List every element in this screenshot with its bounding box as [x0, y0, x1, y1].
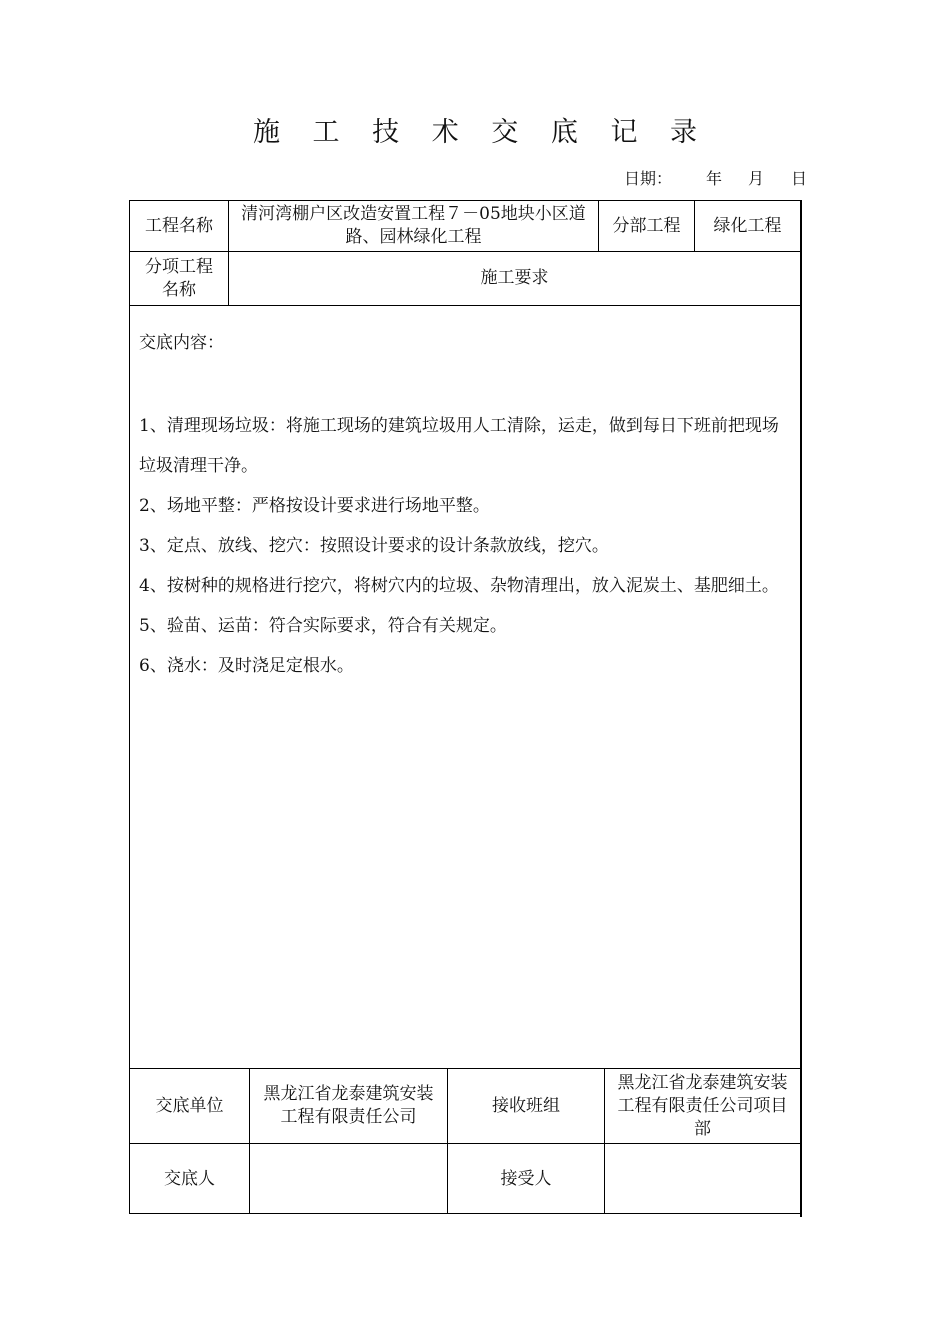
content-item: 3、定点、放线、挖穴：按照设计要求的设计条款放线，挖穴。: [139, 536, 609, 556]
disclosure-content: [139, 330, 795, 686]
content-item: 2、场地平整：严格按设计要求进行场地平整。: [139, 496, 490, 516]
content-item: 6、浇水：及时浇足定根水。: [139, 656, 354, 676]
project-name-value: 清河湾棚户区改造安置工程７－05地块小区道路、园林绿化工程: [241, 204, 586, 247]
division-label: 分部工程: [612, 215, 681, 236]
row-divider: [129, 305, 801, 306]
subdivision-label: 分项工程名称: [145, 256, 213, 300]
table-frame-shadow: [800, 200, 802, 1217]
content-heading: 交底内容：: [139, 333, 224, 353]
division-value: 绿化工程: [713, 215, 782, 236]
receiving-team-value: 黑龙江省龙泰建筑安装工程有限责任公司项目部: [617, 1072, 788, 1139]
issuer-unit-label: 交底单位: [155, 1095, 224, 1116]
date-month: 月: [748, 169, 765, 188]
issuer-unit-value: 黑龙江省龙泰建筑安装工程有限责任公司: [263, 1084, 434, 1127]
document-title: 施 工 技 术 交 底 记 录: [252, 117, 710, 148]
content-item: 1、清理现场垃圾：将施工现场的建筑垃圾用人工清除，运走，做到每日下班前把现场垃圾清理干净。: [139, 416, 779, 476]
content-item: 4、按树种的规格进行挖穴，将树穴内的垃圾、杂物清理出，放入泥炭土、基肥细土。: [139, 576, 779, 596]
issuer-person-value[interactable]: [250, 1144, 447, 1214]
date-label: 日期：: [624, 169, 673, 188]
date-day: 日: [791, 169, 808, 188]
content-item: 5、验苗、运苗：符合实际要求，符合有关规定。: [139, 616, 507, 636]
date-line: [620, 166, 820, 190]
date-year: 年: [706, 169, 723, 188]
receiver-value[interactable]: [605, 1144, 800, 1214]
project-name-label: 工程名称: [145, 215, 213, 236]
receiving-team-label: 接收班组: [492, 1095, 560, 1116]
subdivision-value: 施工要求: [480, 268, 549, 288]
receiver-label: 接受人: [500, 1168, 552, 1189]
issuer-person-label: 交底人: [164, 1168, 215, 1189]
